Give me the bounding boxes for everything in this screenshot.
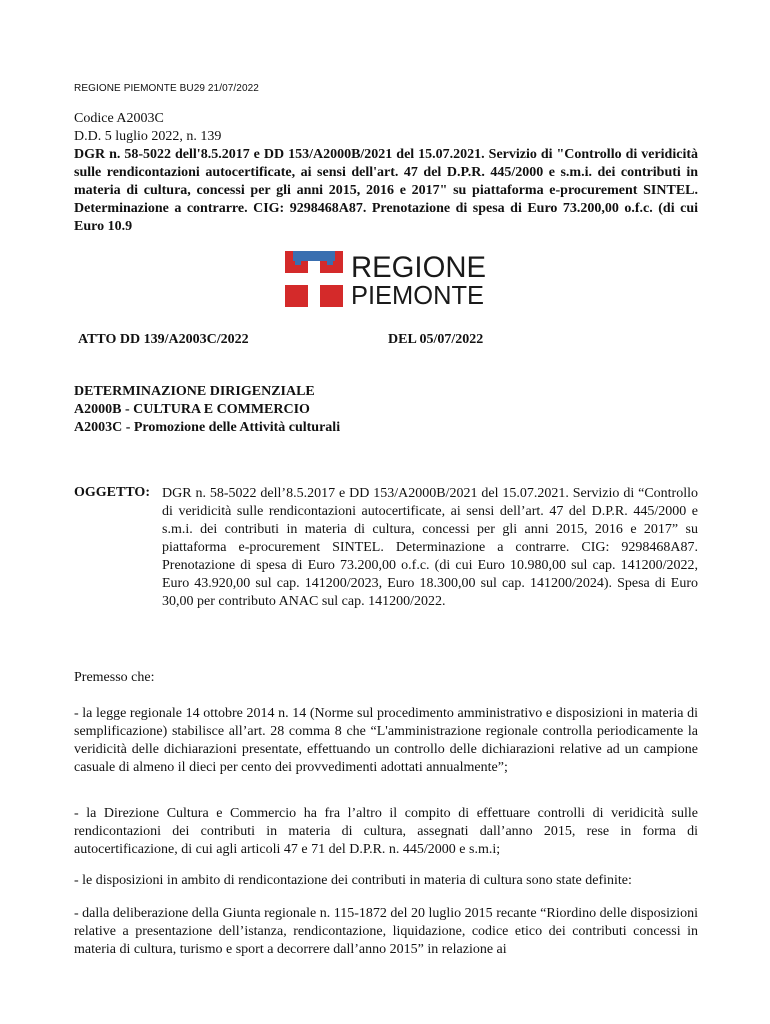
intro-block (74, 110, 698, 236)
premesso-heading: Premesso che: (74, 670, 155, 685)
paragraph-1: - la legge regionale 14 ottobre 2014 n. 14 (Norme sul procedimento amministrativo e disposizioni in materia di semplificazione) stabilisce all’art. 28 comma 8 che “L'amministrazione regionale controlla periodicamente la veridicità delle dichiarazioni presentate, effettuando un controllo delle dichiarazioni relative ad un campione casuale di almeno il dieci per cento dei provvedimenti adottati annualmente”; (74, 706, 698, 775)
oggetto-label: OGGETTO: (74, 485, 150, 500)
paragraph-4: - dalla deliberazione della Giunta regionale n. 115-1872 del 20 luglio 2015 recante “Riordino delle disposizioni relative a presentazione dell’istanza, rendicontazione, liquidazione, codice etico dei contributi concessi in materia di cultura, turismo e sport a decorrere dall’anno 2015” in relazione ai (74, 906, 698, 957)
settore-line: A2003C - Promozione delle Attività culturali (74, 420, 341, 435)
regione-piemonte-emblem (285, 249, 490, 309)
intro-dd: D.D. 5 luglio 2022, n. 139 (74, 129, 222, 144)
regione-piemonte-logo (285, 249, 490, 309)
atto-number: ATTO DD 139/A2003C/2022 (78, 332, 249, 347)
determinazione-title: DETERMINAZIONE DIRIGENZIALE (74, 384, 315, 399)
logo-text-piemonte: PIEMONTE (351, 280, 484, 309)
oggetto-text: DGR n. 58-5022 dell’8.5.2017 e DD 153/A2000B/2021 del 15.07.2021. Servizio di “Controllo di veridicità sulle rendicontazioni autocertificate, ai sensi dell’art. 47 del D.P.R. 445/2000 e s.m.i. dei contributi in materia di cultura, concessi per gli anni 2015, 2016 e 2017” su piattaforma e-procurement SINTEL. Determinazione a contrarre. CIG: 9298468A87. Prenotazione di spesa di Euro 73.200,00 o.f.c. (di cui Euro 10.980,00 sul cap. 141200/2022, Euro 43.920,00 sul cap. 141200/2023, Euro 18.300,00 sul cap. 141200/2024). Spesa di Euro 30,00 per contributo ANAC sul cap. 141200/2022. (162, 486, 698, 609)
intro-title: DGR n. 58-5022 dell'8.5.2017 e DD 153/A2000B/2021 del 15.07.2021. Servizio di "Controllo di veridicità sulle rendicontazioni autocertificate, ai sensi dell'art. 47 del D.P.R. 445/2000 e s.m.i. dei contributi in materia di cultura, concessi per gli anni 2015, 2016 e 2017" su piattaforma e-procurement SINTEL. Determinazione a contrarre. CIG: 9298468A87. Prenotazione di spesa di Euro 73.200,00 o.f.c. (di cui Euro 10.9 (74, 147, 698, 234)
bulletin-header: REGIONE PIEMONTE BU29 21/07/2022 (74, 83, 259, 94)
determinazione-block (74, 383, 698, 437)
logo-text-regione: REGIONE (351, 251, 486, 284)
intro-code: Codice A2003C (74, 111, 164, 126)
atto-date: DEL 05/07/2022 (388, 332, 484, 347)
paragraph-2: - la Direzione Cultura e Commercio ha fra l’altro il compito di effettuare controlli di veridicità sulle rendicontazioni dei contributi in materia di cultura, assegnati dall’anno 2015, rese in forma di autocertificazione, di cui agli articoli 47 e 71 del D.P.R. n. 445/2000 e s.m.i; (74, 806, 698, 857)
direzione-line: A2000B - CULTURA E COMMERCIO (74, 402, 310, 417)
paragraph-3: - le disposizioni in ambito di rendicontazione dei contributi in materia di cultura sono state definite: (74, 873, 632, 888)
